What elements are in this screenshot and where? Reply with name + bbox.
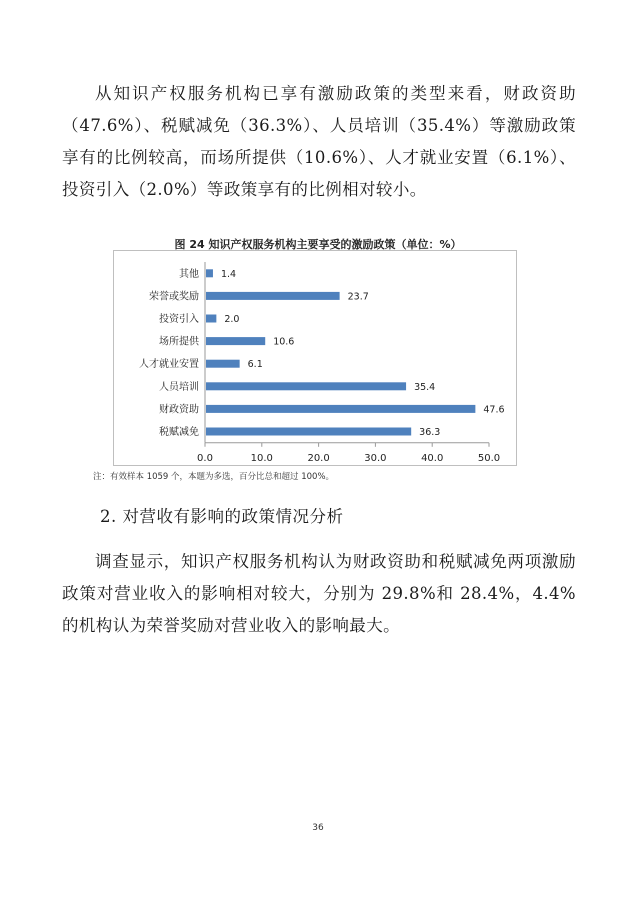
category-label: 荣誉或奖励 (149, 291, 199, 303)
x-tick-label: 0.0 (197, 452, 213, 464)
bar (206, 315, 216, 323)
x-tick-label: 20.0 (307, 452, 330, 464)
bar (206, 360, 240, 368)
data-label: 23.7 (347, 291, 369, 303)
x-tick-label: 10.0 (250, 452, 273, 464)
bar (206, 292, 340, 300)
incentive-policy-bar-chart (113, 250, 517, 466)
category-label: 税赋减免 (159, 427, 199, 438)
bar (206, 405, 475, 413)
data-label: 35.4 (414, 381, 436, 393)
x-tick-label: 50.0 (477, 452, 501, 464)
section-heading: 2. 对营收有影响的政策情况分析 (100, 507, 344, 526)
data-label: 10.6 (273, 336, 295, 348)
data-label: 36.3 (419, 427, 441, 438)
data-label: 2.0 (224, 314, 240, 325)
bar (206, 382, 406, 390)
figure-caption: 图 24 知识产权服务机构主要享受的激励政策（单位：%） (174, 238, 462, 251)
data-label: 1.4 (220, 268, 237, 280)
category-label: 场所提供 (159, 336, 199, 348)
bar (206, 337, 265, 345)
category-label: 投资引入 (159, 314, 199, 325)
data-label: 47.6 (483, 404, 505, 416)
intro-paragraph: 从知识产权服务机构已享有激励政策的类型来看，财政资助（47.6%）、税赋减免（36.3%）、人员培训（35.4%）等激励政策享有的比例较高，而场所提供（10.6%）、人才就业安置（6.1%）、投资引入（2.0%）等政策享有的比例相对较小。 (62, 84, 576, 199)
bar (206, 269, 213, 277)
figure-note: 注：有效样本 1059 个，本题为多选，百分比总和超过 100%。 (93, 472, 335, 482)
bar (206, 428, 411, 436)
x-tick-label: 30.0 (364, 452, 387, 464)
analysis-paragraph: 调查显示，知识产权服务机构认为财政资助和税赋减免两项激励政策对营业收入的影响相对较大，分别为 29.8%和 28.4%，4.4%的机构认为荣誉奖励对营业收入的影响最大。 (62, 552, 576, 635)
category-label: 财政资助 (159, 404, 199, 416)
page-number: 36 (312, 823, 324, 833)
category-label: 其他 (179, 268, 199, 280)
category-label: 人员培训 (159, 381, 199, 393)
data-label: 6.1 (247, 359, 263, 371)
category-label: 人才就业安置 (139, 359, 199, 371)
x-tick-label: 40.0 (421, 452, 444, 464)
